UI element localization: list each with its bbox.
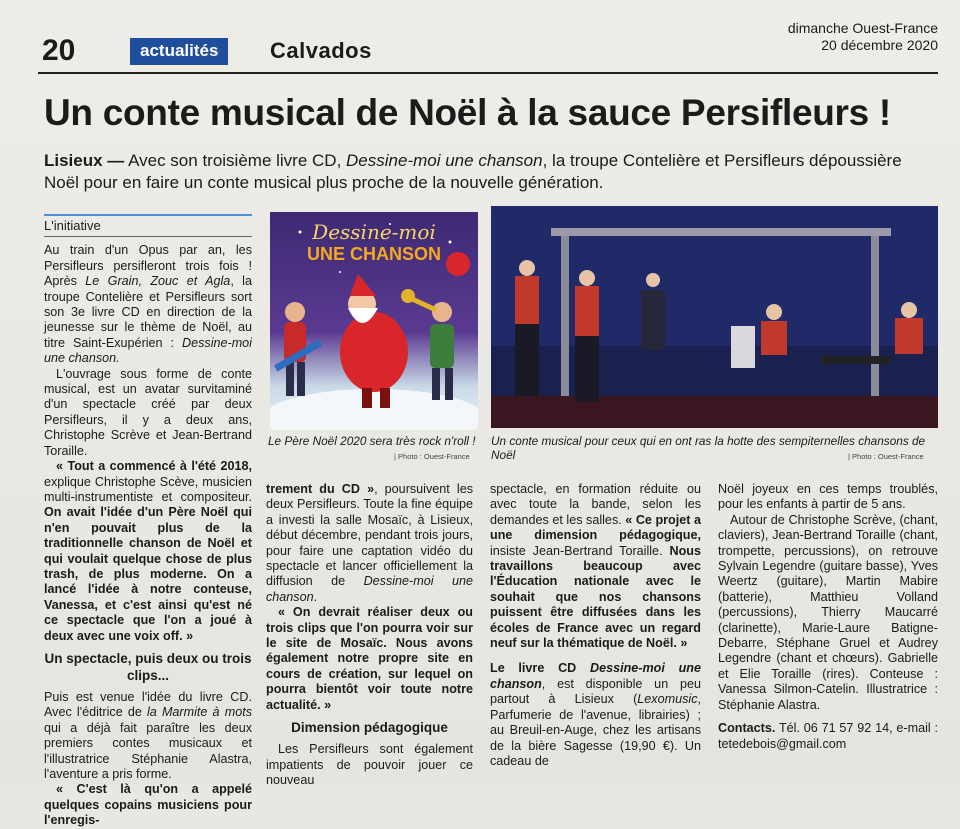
paragraph [44,690,252,782]
standfirst-text: , la troupe Contelière et Persifleurs dépoussière Noël pour en faire un conte musical plus proche de la nouvelle génération. [44,151,902,192]
caption-1: Le Père Noël 2020 sera très rock n'roll ! [268,434,476,448]
section-badge: actualités [130,38,228,65]
quote: trement du CD » [266,482,375,496]
kicker: L'initiative [44,214,252,237]
headline: Un conte musical de Noël à la sauce Persifleurs ! [44,92,891,133]
text: Dessine-moi une chanson. [44,335,252,366]
page-number: 20 [42,34,76,67]
text: la Marmite à mots [147,705,252,720]
text: insiste Jean-Bertrand Toraille. [490,543,670,558]
paragraph [44,243,252,366]
text: , est disponible un peu partout à Lisieux ( [490,676,701,707]
text: qui a déjà fait paraître les deux premiers contes musicaux et l'illustratrice Stéphanie Alastra, l'aventure a pris forme. [44,720,252,781]
text: , poursuivent les deux Persifleurs. Toute la fine équipe a investi la salle Mosaïc, à Lisieux, début décembre, pendant trois jours, pour faire une captation vidéo du spectacle et lancer officiellement la diffusion de [266,482,473,589]
paragraph [490,661,701,769]
text: Dessine-moi une chanson [490,661,701,691]
page-header [38,20,938,74]
photo-credit-1: | Photo : Ouest-France [394,452,470,461]
contacts-text: Tél. 06 71 57 92 14, e-mail : tetedebois@gmail.com [718,721,938,751]
paragraph: « C'est là qu'on a appelé quelques copains musiciens pour l'enregis- [44,782,252,828]
text: explique Christophe Scève, musicien multi-instrumentiste et compositeur. [44,474,252,504]
text: Le Grain, Zouc et Agla [85,274,231,289]
subheading: Dimension pédagogique [291,720,448,736]
book-cover-image [270,212,478,430]
book-title: Dessine-moi une chanson [346,151,543,170]
text: Dessine-moi une chanson [266,574,473,604]
photo-credit-2: | Photo : Ouest-France [848,452,924,461]
masthead [788,20,938,54]
paragraph: Autour de Christophe Scrève, (chant, claviers), Jean-Bertrand Toraille (chant, trompette, percussions), on retrouve Sylvain Legendre (guitare basse), Yves Weertz (guitare), Martin Mabire (batterie), Matthieu Volland (percussions), Thierry Maucarré (clarinette), Marie-Laure Batigne-Debarre, Stéphane Gruel et Audrey Legendre (chant et chœurs). Gabrielle et Elie Toraille (rires). Conteuse : Vanessa Silmon-Catelin. Illustratrice : Stéphanie Alastra. [718,512,938,712]
text: , la troupe Contelière et Persifleurs sort son 3e livre CD en direction de la jeunesse sur le thème de Noël, au titre Saint-Exupérien : [44,274,252,350]
issue-date: 20 décembre 2020 [821,37,938,53]
dateline: Lisieux — [44,151,125,170]
paragraph [266,482,473,605]
contacts-label: Contacts. [718,721,776,736]
paragraph: « On devrait réaliser deux ou trois clips que l'on pourra voir sur le site de Mosaïc. Nous avons également notre propre site en cours de création, sur lequel on pourra bientôt voir toute notre actualité. » [266,605,473,712]
contacts [718,721,938,752]
column-3 [490,482,701,769]
text: Puis est venue l'idée du livre CD. Avec l'éditrice de [44,689,252,720]
quote: On avait l'idée d'un Père Noël qui n'en pouvait plus de la traditionnelle chanson de Noël et qui voulait quelque chose de plus trash, de plus moderne. On a lancé l'idée à notre conteuse, Vanessa, et c'est ainsi qu'est né ce spectacle que l'on a joué à deux avec une voix off. » [44,505,252,643]
cover-title-line2: UNE CHANSON [306,244,441,264]
region-label: Calvados [270,38,372,63]
quote: « Tout a commencé à l'été 2018, [56,459,252,474]
newspaper-name: dimanche Ouest-France [787,20,938,36]
paragraph: Noël joyeux en ces temps troublés, pour les enfants à partir de 5 ans. [718,482,938,512]
caption-2: Un conte musical pour ceux qui en ont ras la hotte des sempiternelles chansons de Noël [491,434,926,462]
subheading: Un spectacle, puis deux ou trois clips... [44,650,252,683]
standfirst-text: Avec son troisième livre CD, [124,151,347,170]
paragraph: Les Persifleurs sont également impatients de pouvoir jouer ce nouveau [266,742,473,787]
cover-title-line1: Dessine-moi [312,220,436,244]
column-4 [718,482,938,752]
standfirst [44,150,904,194]
text: Lexomusic [637,692,698,707]
quote: Nous travaillons beaucoup avec l'Éducation nationale avec le souhait que nos chansons puissent être diffusées dans les écoles de France avec un regard neuf sur la thématique de Noël. » [490,543,701,651]
paragraph: L'ouvrage sous forme de conte musical, est un avatar survitaminé d'un spectacle créé par deux Persifleurs, il y a deux ans, Christophe Scrève et Jean-Bertrand Toraille. [44,366,252,458]
stage-scene [491,206,938,428]
text: . [313,589,318,604]
quote: « Ce projet a une dimension pédagogique, [490,512,701,543]
text: spectacle, en formation réduite ou avec toute la bande, selon les demandes et les salles. [490,482,701,527]
paragraph [44,459,252,644]
paragraph [490,482,701,651]
column-1 [44,214,252,829]
column-2 [266,482,473,788]
text: , Parfumerie de l'avenue, librairies) ; au Breuil-en-Auge, chez les artisans de la bière Sagesse (19,90 €). Un cadeau de [490,692,701,768]
concert-photo [491,206,938,428]
text: Le livre CD [490,661,590,676]
text: Au train d'un Opus par an, les Persifleurs persifleront trois fois ! Après [44,243,252,289]
